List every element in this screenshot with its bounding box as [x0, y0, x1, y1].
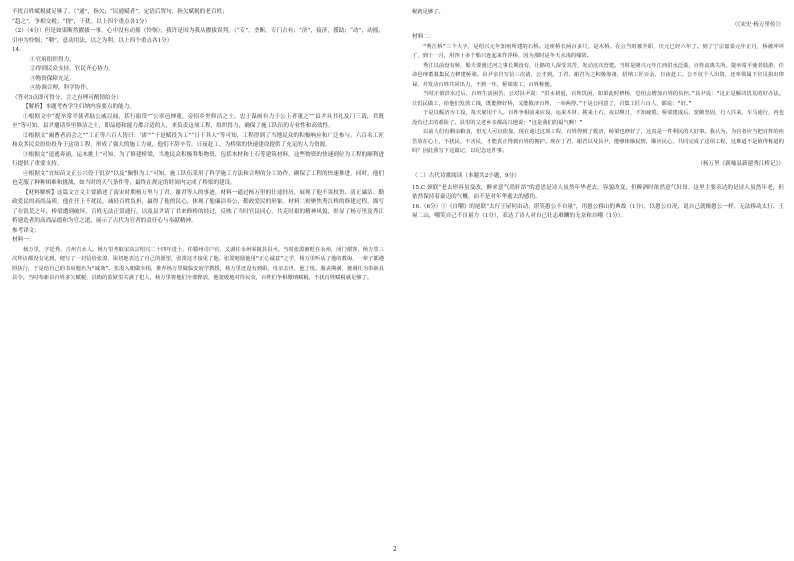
intro-line: 不扰百姓赋税就足够了。（“通”，指欠；“民通赋者”，定语后置句，指欠赋税的老百姓；	[12, 9, 228, 15]
reference-translation-label: 参考译文：	[12, 227, 40, 234]
material-2-paragraph: 当时正值洪水过后，百姓生活困苦。公对县尹说：“洪水初退，百姓饥困，如果此时修桥，恐怕会增加百姓的负担。”县尹说：“这正是解决饥荒的好办法。让饥民做工，给他们发放工钱，既能修好桥，又能救济百姓，一举两得。”于是公同意了，召集工匠六百人，都说：“好。”	[412, 91, 784, 107]
page-number: 2	[393, 546, 397, 553]
material-2-paragraph: 以前人们有剩余粮食，但无人可以依靠，现在通过这项工程，百姓得到了救济，桥梁也修好了，这真是一件利民的大好事。我认为，为官者应当把百姓的疾苦放在心上，不扰民、不害民，才能真正得到百姓的拥护。现在丁君、谢君以及县尹，能够体恤民情，顺应民心，共同完成了这项工程，这难道不是值得称道的吗？因此我写下这篇记，以纪念这件事。	[412, 129, 784, 154]
q13-part2: （2）（4分）但是如果断然擢拔一事，心中没有动摇（怜悯），我许是因为我从擢拔误判。（“专”，垄断，专门占有；“济”，接济，援助；“动”，动摇，引申为怜悯；“剩”，意动用法，以之为利。以上四个重点各1分）	[12, 28, 384, 44]
answer-q15: 15.C 颈联“老去形容虽变改，醉来意气尚轩昂”的意思是诗人虽然年华老去，容貌改变，但醉酒时依然意气轩昂。这里主要表达的是诗人虽然年老，但依然保持着豪迈的气概，而不是对年华逝去的感伤。	[412, 184, 784, 200]
section-heading: （二）古代诗歌阅读（本题共2小题，9分）	[412, 173, 520, 179]
answer-q16: 16.（6分）①《自嘲》的尾联“太行王屋何由动，堪笑愚公不自量”，用愚公移山的典故（1分），以愚公自况，说自己就像愚公一样，无法移动太行、王屋二山，嘲笑自己不自量力（1分），表达了诗人对自己壮志难酬的无奈和自嘲（1分）。	[412, 203, 784, 219]
material-1-label: 材料一：	[12, 237, 35, 243]
material-1-translation: 杨万里，字廷秀，吉州吉水人。杨万里考取宋高宗绍兴二十四年进士，任赣州司户官，又调任永州零陵县县丞。当时张浚被贬在永州，闭门谢客，杨万里三次拜访都没有见到，便写了一封信给张浚，深切地表达了自己的愿望，张浚这才接见了他。张浚勉励他用“正心诚意”之学，杨万里听从了他的教诲，一辈子都遵照执行，于是给自己的书房题名为“诚斋”。张浚入朝做宰相，推荐杨万里做临安府学教授，杨万里还没有到职，母亲去世，他丁忧。服丧期满，被调任为奉新县县令。当时奉新县百姓多欠赋税，县衙的监狱里关满了犯人，杨万里将他们全部释放，他宽缓地对待民众，百姓们争相缴纳赋税，不扰百姓赋税就足够了。	[12, 246, 384, 281]
analysis-point: ②根据文“阖曹者而会之”“工正等六百人皆曰：‘诺’”“干是赋役为工”“日千其人”等可知，工程得到了当地民众的积极响应和广泛参与，六百名工匠和众多民众纷纷投身于这项工程，形成了强大的施工力量，他们不辞辛劳，日夜赶工，为桥梁的快速建设提供了充足的人力资源。	[12, 132, 384, 148]
q14-item: ①官府组织得力。	[30, 56, 75, 63]
material-2-paragraph: 于是以赈济为工役，每天雇用千人。百姓争相前来应役，运来木材、挑来土石，夜以继日，不知疲倦。桥梁建成后，宽敞坚固，行人往来，车马通行，再也没有过去的艰险了。县里的父老乡亲都高兴地说：“这是我们的福气啊！”	[412, 110, 784, 126]
q14-item: ②得到民众支持，官民齐心协力。	[30, 66, 114, 72]
analysis-heading: 【解析】本题考查学生归纳内容要点的能力。	[23, 104, 135, 110]
source-citation-2: （杨万里《新喻县新建秀江桥记》）	[697, 160, 784, 167]
material-2-label: 材料二：	[412, 34, 435, 40]
q14-item: ③物资保障充足。	[30, 75, 75, 82]
continued-line: 税就足够了。	[412, 9, 444, 15]
material-2-paragraph: 秀江以前没有桥，船夫要渡过河之事长期没有，让路的人深受其苦，发动这次营建。当时是隆兴元年江西洪水泛滥，百姓流离失所。提举常平使者陆游，任命邑绅董募集民力修建桥梁。县尹亲自写信三次请，公才到。丁君、谢君为之积极筹备，招纳工匠百余，日夜赶工。公不仅个人出资，还率领属下官员捐出俸禄，并发动百姓共同出力，不到一年，桥梁竣工，百姓称便。	[412, 62, 784, 88]
right-column	[412, 8, 784, 222]
material-analysis: 【材料解析】这篇文言文主要描述了南宋时期杨万里与丁君、谢君等人的事迹。材料一通过杨万里的仕途经历，展现了他不畏权贵、清正廉洁、勤政爱民的高尚品质。他在任上不扰民，减轻百姓负担，赢得了他的民心，体现了他廉洁奉公、勤政爱民的形象。材料二则聚焦秀江桥的修建过程，描写了在饥荒之年，桥梁遭到破坏，百姓无法正常通行，以及县尹请丁君来修桥的经过，反映了当时官民同心，共克时艰的精神风貌，彰显了杨万里及秀江桥建造者的高尚品德和为官之道，展示了古代为官者的责任心与奉献精神。	[12, 189, 384, 224]
material-2-paragraph: “秀江桥”三个大字，是绍兴元年知州所建的石桥。这座桥长两百多尺，是木桥。在公当时被升职，庆元已经六年了。到了宁宗嘉泰元年正月，桥被冲坏了，到十一月，用四十多个船只连起来作浮桥，因为那时是冬天水浅的缘故。	[412, 43, 784, 59]
analysis-point: ③根据文“退逃奔涌，运木挑土”可知，为了修建桥梁，当地民众积极筹集物资，包括木材和土石等建筑材料，这些物资的快速到位为工程的顺利进行提供了重要支持。	[12, 151, 384, 167]
left-column	[12, 8, 384, 284]
source-citation-1: （《宋史·杨万里传》）	[731, 21, 784, 28]
analysis-point: ①根据文中“提举常平使者陆公戚以闻，括行振贷”“公率邑绅董，旁招乡里修洁之士，忠于谋画有力于公上者董之”“县尹具书礼及门三请，君既至”等可知，县尹邀请乡里修洁之士，即品德和能力都合适的人，来负责这项工程，组织得力，确保了施工队伍的专业性和高效性。	[12, 113, 384, 129]
intro-line: “趋之”，争相交税；“挠”，干扰。以上四个重点各1分）	[12, 18, 151, 25]
analysis-point: ④根据文“宜知苗文正公兴役于饥岁”以及“佩恨为工”可知，施工队伍采用了科学施工方法和合理的分工协作，确保了工程的快速推进。同时，他们也克服了种种困难和挑战，如当时的天气条件等，最终在规定的时间内完成了桥梁的建设。	[12, 170, 384, 186]
q14-label: 14.	[12, 47, 21, 53]
q14-note: （答对3点即可得分，言之有理可酌情给分）	[12, 94, 122, 101]
q14-item: ④协调合理，科学协作。	[30, 85, 92, 91]
